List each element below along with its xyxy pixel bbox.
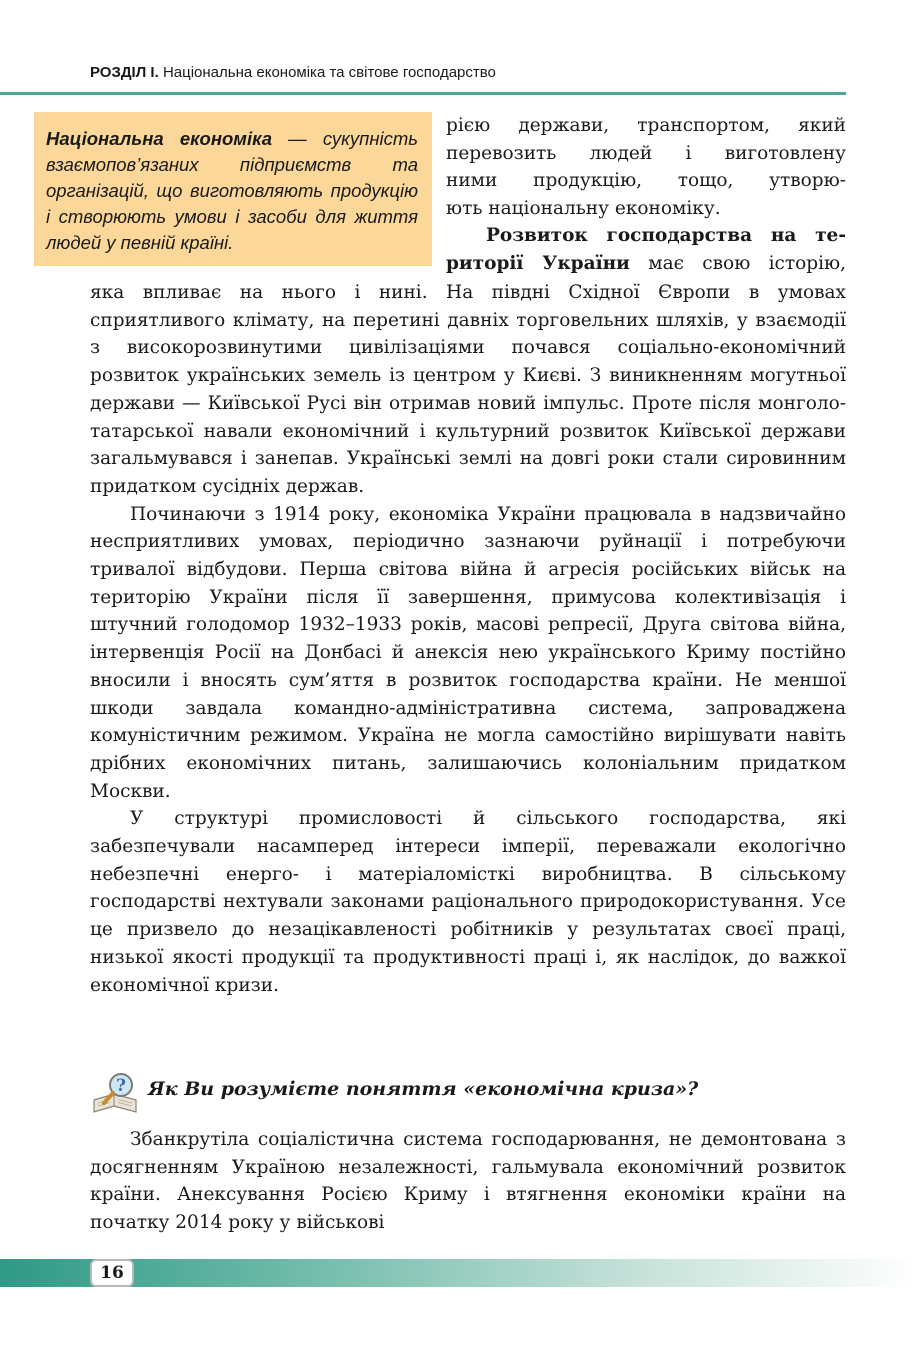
- main-body: [90, 279, 846, 999]
- bold-phrase: риторії України: [446, 252, 630, 274]
- definition-text: — сукупність взаємопов’язаних підприємств та організацій, що виготовляють продукцію і створюють умови і засоби для життя людей у певній країні.: [46, 128, 418, 253]
- bold-heading-line: [446, 222, 846, 250]
- text-fragment: має свою історію,: [629, 252, 846, 274]
- definition-term: Національна економіка: [46, 128, 273, 149]
- continuation-body: [90, 1126, 846, 1237]
- section-title: Національна економіка та світове господарство: [162, 64, 496, 81]
- running-header: [90, 64, 850, 81]
- bold-phrase: Розвиток господарства на те-: [486, 225, 846, 246]
- section-label: РОЗДІЛ І.: [90, 64, 159, 81]
- text-line: ними продукцію, тощо, утворю-: [446, 170, 846, 191]
- text-line: рією держави, транспортом, який: [446, 115, 846, 136]
- header-divider: [0, 92, 846, 95]
- question-block: [90, 1070, 846, 1116]
- page-number: 16: [90, 1259, 134, 1287]
- book-question-icon: [90, 1070, 142, 1116]
- paragraph: У структурі промисловості й сільського господарства, які забезпечували насамперед інтереси імперії, переважали екологічно небезпечні енерго- і матеріаломісткі виробництва. В сільському господарстві нехтували законами раціонального природокористування. Усе це призвело до незацікавленості робітників у результатах своєї праці, низької якості продукції та продуктивності праці і, як наслідок, до важкої економічної кризи.: [90, 808, 846, 996]
- svg-text:?: ?: [116, 1076, 126, 1096]
- side-column-text: [446, 112, 846, 277]
- paragraph: яка впливає на нього і нині. На півдні Східної Європи в умовах сприятливого клімату, на перетині давніх торговельних шляхів, у взаємодії з високорозвинутими цивілізаціями почався соціально-економічний розвиток українських земель із центром у Києві. З виникненням могутньої держави — Київської Русі він отримав новий імпульс. Проте після монголо-татарської навали економічний і культурний розвиток Київської держави загальмувався і занепав. Українські землі на довгі роки стали сировинним придатком сусідніх держав.: [90, 282, 846, 497]
- paragraph: Збанкрутіла соціалістична система господарювання, не демонтована з досягненням Україною незалежності, гальмувала економічний розвиток країни. Анексування Росією Криму і втягнення економіки країни на початку 2014 року у військові: [90, 1129, 846, 1234]
- text-line: ють національну економіку.: [446, 197, 721, 219]
- definition-box: [34, 112, 432, 266]
- text-line: [446, 250, 846, 278]
- paragraph: Починаючи з 1914 року, економіка України працювала в надзвичайно несприятливих умовах, періодично зазнаючи руйнації і потребуючи тривалої відбудови. Перша світова війна й агресія російських військ на територію України після її завершення, примусова колективізація і штучний голодомор 1932–1933 років, масові репресії, Друга світова війна, інтервенція Росії на Донбасі й анексія нею українського Криму постійно вносили і вносять сум’яття в розвиток господарства країни. Не меншої шкоди завдала командно-адміністративна система, запроваджена комуністичним режимом. Україна не могла самостійно вирішувати навіть дрібних економічних питань, залишаючись колоніальним придатком Москви.: [90, 503, 846, 802]
- text-line: перевозить людей і виготовлену: [446, 142, 846, 164]
- footer-band: [0, 1259, 918, 1287]
- question-text: Як Ви розумієте поняття «економічна криза»?: [148, 1078, 699, 1100]
